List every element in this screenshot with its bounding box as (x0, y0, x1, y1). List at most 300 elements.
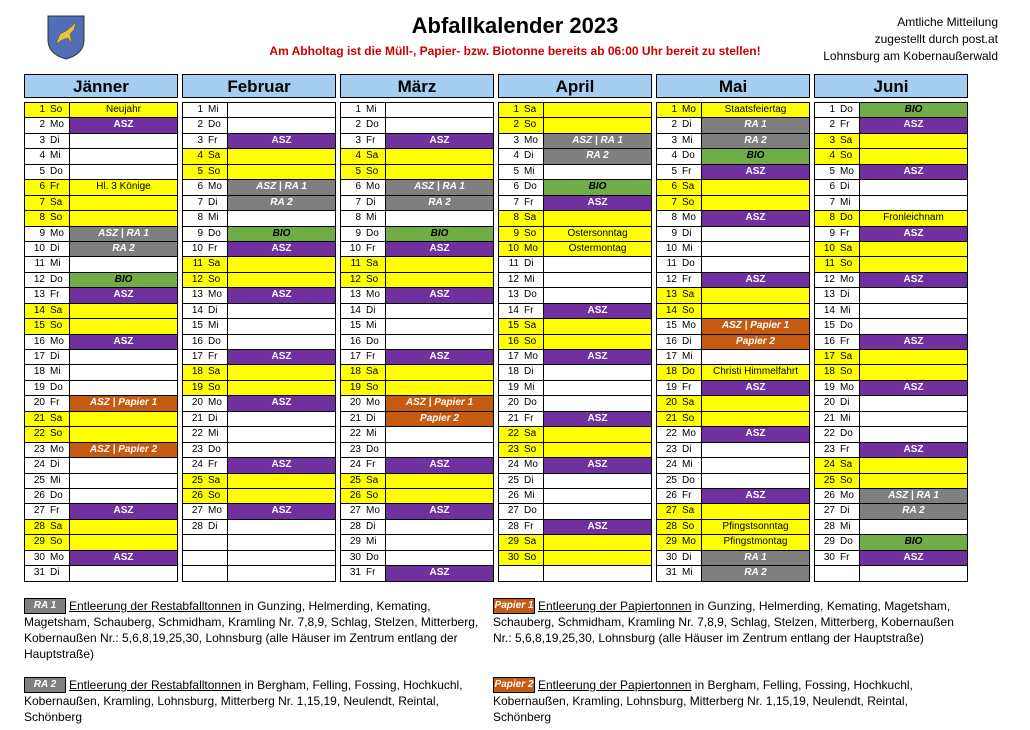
weekday: Di (366, 304, 376, 316)
weekday: So (524, 227, 537, 239)
collection-event (860, 350, 967, 364)
day-row (815, 272, 967, 287)
collection-event: Neujahr (70, 103, 177, 117)
day-number: 4 (39, 150, 45, 162)
weekday: Mo (208, 289, 222, 301)
weekday: Di (840, 397, 850, 409)
day-number: 30 (349, 551, 361, 563)
day-number: 21 (33, 412, 45, 424)
weekday: Mo (366, 289, 380, 301)
weekday: Mi (366, 536, 377, 548)
collection-event (702, 458, 809, 472)
weekday: Do (682, 258, 695, 270)
collection-event (228, 273, 335, 287)
weekday: So (682, 304, 695, 316)
day-number: 8 (355, 212, 361, 224)
day-row (499, 241, 651, 256)
weekday: Di (366, 196, 376, 208)
day-number: 17 (665, 351, 677, 362)
pickup-notice: Am Abholtag ist die Müll-, Papier- bzw. Biotonne bereits ab 06:00 Uhr bereit zu stellen! (269, 44, 761, 58)
day-row (815, 503, 967, 518)
weekday: Mo (524, 459, 538, 471)
weekday: Mi (840, 412, 851, 424)
collection-event (228, 103, 335, 117)
weekday: So (840, 474, 853, 486)
day-row (341, 488, 493, 503)
day-row (25, 503, 177, 518)
collection-event (228, 257, 335, 271)
weekday: Di (682, 443, 692, 455)
weekday: So (50, 428, 63, 440)
day-number: 12 (665, 273, 677, 285)
weekday: Sa (524, 428, 537, 440)
day-number: 2 (829, 119, 835, 131)
day-number: 28 (823, 520, 835, 532)
day-row (183, 534, 335, 549)
day-number: 24 (191, 459, 203, 471)
day-row (815, 256, 967, 271)
day-row (341, 473, 493, 488)
day-number: 9 (39, 227, 45, 239)
collection-event (544, 443, 651, 457)
collection-event (228, 304, 335, 318)
day-row (183, 179, 335, 194)
day-row (341, 102, 493, 117)
collection-event (386, 427, 493, 441)
day-number: 14 (191, 304, 203, 316)
weekday: Fr (366, 351, 376, 362)
day-number: 26 (507, 489, 519, 501)
collection-event: ASZ (544, 520, 651, 534)
weekday: Do (682, 150, 695, 162)
page-title: Abfallkalender 2023 (411, 13, 619, 38)
notice-line: Amtliche Mitteilung (897, 15, 998, 29)
day-number: 20 (823, 397, 835, 409)
weekday: Sa (366, 474, 379, 486)
day-row (657, 102, 809, 117)
day-row (183, 519, 335, 534)
collection-event: ASZ (860, 273, 967, 287)
day-row (499, 534, 651, 549)
weekday: So (524, 443, 537, 455)
weekday: Mo (524, 134, 538, 146)
collection-event: ASZ (860, 551, 967, 565)
weekday: Do (50, 381, 63, 393)
collection-event (544, 504, 651, 518)
weekday: Do (524, 289, 537, 301)
collection-event: ASZ | RA 1 (386, 180, 493, 194)
weekday: Mi (50, 366, 61, 378)
collection-event: Fronleichnam (860, 211, 967, 225)
day-row (341, 503, 493, 518)
day-number: 18 (191, 366, 203, 378)
collection-event (228, 520, 335, 534)
collection-event: ASZ | RA 1 (860, 489, 967, 503)
collection-event: ASZ (702, 165, 809, 179)
day-row (341, 148, 493, 163)
weekday (206, 566, 227, 580)
day-row (499, 334, 651, 349)
collection-event (860, 458, 967, 472)
day-number: 25 (33, 474, 45, 486)
weekday: Do (840, 212, 853, 224)
weekday: Sa (366, 150, 379, 162)
collection-event: ASZ (228, 396, 335, 410)
day-number: 21 (507, 412, 519, 424)
weekday: Sa (524, 536, 537, 548)
collection-event (544, 118, 651, 132)
day-number: 29 (349, 536, 361, 548)
weekday: Mi (682, 134, 693, 146)
day-number: 20 (507, 397, 519, 409)
weekday: Fr (208, 351, 218, 362)
legend-title: Entleerung der Papiertonnen (538, 678, 692, 692)
weekday: Di (50, 242, 60, 254)
day-number: 15 (665, 320, 677, 332)
collection-event (702, 504, 809, 518)
collection-event: Christi Himmelfahrt (702, 365, 809, 379)
day-number: 25 (507, 474, 519, 486)
weekday: Di (50, 134, 60, 146)
day-number: 1 (671, 104, 677, 115)
weekday: So (524, 119, 537, 131)
weekday: Mi (208, 428, 219, 440)
day-number: 6 (671, 181, 677, 193)
day-number: 6 (513, 181, 519, 193)
collection-event (70, 381, 177, 395)
weekday: Fr (524, 196, 534, 208)
weekday: Di (682, 335, 692, 347)
day-number: 5 (671, 165, 677, 177)
weekday: Mi (524, 273, 535, 285)
day-row (25, 102, 177, 117)
collection-event (860, 180, 967, 194)
day-number: 27 (665, 505, 677, 517)
day-number: 22 (33, 428, 45, 440)
day-row (657, 148, 809, 163)
weekday: So (524, 551, 537, 563)
collection-event: ASZ (544, 196, 651, 210)
day-row (25, 395, 177, 410)
collection-event: RA 2 (70, 242, 177, 256)
collection-event (544, 551, 651, 565)
day-row (341, 287, 493, 302)
day-number: 17 (349, 351, 361, 362)
weekday: Sa (682, 181, 695, 193)
collection-event: ASZ (70, 288, 177, 302)
day-row (815, 303, 967, 318)
day-number: 18 (33, 366, 45, 378)
day-number: 10 (33, 242, 45, 254)
day-row (25, 287, 177, 302)
day-row (815, 133, 967, 148)
collection-event: ASZ (860, 443, 967, 457)
collection-event (386, 520, 493, 534)
weekday: Mi (524, 381, 535, 393)
day-row (499, 426, 651, 441)
collection-event (544, 489, 651, 503)
collection-event (70, 134, 177, 148)
day-row (815, 411, 967, 426)
weekday: Mo (50, 119, 64, 131)
collection-event: RA 2 (860, 504, 967, 518)
day-row (499, 380, 651, 395)
day-number: 23 (191, 443, 203, 455)
day-number: 16 (191, 335, 203, 347)
day-row (499, 226, 651, 241)
day-number: 14 (33, 304, 45, 316)
day-row (341, 442, 493, 457)
day-number: 18 (349, 366, 361, 378)
collection-event (228, 211, 335, 225)
collection-event: ASZ (860, 118, 967, 132)
weekday: Mi (366, 104, 377, 115)
collection-event (702, 242, 809, 256)
day-row (25, 364, 177, 379)
weekday: Do (366, 119, 379, 131)
day-row (657, 179, 809, 194)
day-row (25, 226, 177, 241)
weekday: Mi (682, 242, 693, 254)
day-number: 29 (823, 536, 835, 548)
weekday: Di (208, 304, 218, 316)
day-number: 1 (829, 104, 835, 115)
collection-event (702, 443, 809, 457)
weekday: Mo (208, 505, 222, 517)
weekday: Fr (840, 443, 850, 455)
day-row (499, 287, 651, 302)
day-number: 13 (349, 289, 361, 301)
weekday: Mi (366, 320, 377, 332)
weekday: Mo (50, 551, 64, 563)
day-number: 26 (349, 489, 361, 501)
collection-event: RA 2 (702, 134, 809, 148)
day-number: 21 (191, 412, 203, 424)
day-row (657, 534, 809, 549)
weekday: Di (524, 258, 534, 270)
day-row (815, 364, 967, 379)
month-header: April (498, 74, 652, 98)
weekday: So (50, 320, 63, 332)
collection-event (544, 427, 651, 441)
day-row (183, 364, 335, 379)
day-row (499, 318, 651, 333)
day-row (183, 287, 335, 302)
day-row (25, 318, 177, 333)
weekday (522, 566, 543, 580)
day-row (341, 117, 493, 132)
weekday: Mi (524, 165, 535, 177)
day-number: 3 (671, 134, 677, 146)
collection-event (70, 535, 177, 549)
day-number: 6 (355, 181, 361, 193)
day-row (499, 195, 651, 210)
weekday: Fr (840, 227, 850, 239)
collection-event: ASZ (544, 458, 651, 472)
day-number: 29 (665, 536, 677, 548)
day-row (815, 334, 967, 349)
day-number: 22 (507, 428, 519, 440)
weekday: Mo (50, 227, 64, 239)
day-row (183, 550, 335, 565)
collection-event (860, 566, 967, 580)
weekday: Do (366, 227, 379, 239)
day-row (25, 303, 177, 318)
day-number (183, 566, 206, 580)
day-row (25, 349, 177, 364)
weekday: Mi (50, 258, 61, 270)
day-row (499, 148, 651, 163)
weekday: Mi (50, 474, 61, 486)
weekday: Do (840, 104, 853, 115)
day-number: 2 (39, 119, 45, 131)
day-number: 8 (197, 212, 203, 224)
collection-event (860, 365, 967, 379)
day-number: 25 (823, 474, 835, 486)
day-row (657, 349, 809, 364)
weekday: Fr (524, 304, 534, 316)
day-number: 26 (665, 489, 677, 501)
day-number: 8 (39, 212, 45, 224)
collection-event (544, 535, 651, 549)
collection-event (544, 566, 651, 580)
weekday: Fr (682, 381, 692, 393)
collection-event (70, 520, 177, 534)
weekday: Fr (366, 567, 376, 579)
day-number: 11 (508, 258, 519, 270)
day-row (815, 426, 967, 441)
month-column (340, 74, 494, 582)
collection-event: ASZ | Papier 2 (70, 443, 177, 457)
weekday: Mo (524, 242, 538, 254)
weekday: Sa (682, 397, 695, 409)
weekday: Mo (682, 320, 696, 332)
day-row (499, 488, 651, 503)
day-row (25, 164, 177, 179)
day-number: 11 (34, 258, 45, 270)
day-number: 23 (33, 443, 45, 455)
legend-title: Entleerung der Restabfalltonnen (69, 678, 242, 692)
day-number: 27 (507, 505, 519, 517)
day-row (183, 442, 335, 457)
day-number: 24 (507, 459, 519, 471)
weekday: Fr (208, 459, 218, 471)
day-number: 7 (355, 196, 361, 208)
collection-event: ASZ (386, 134, 493, 148)
day-number: 17 (191, 351, 203, 362)
weekday: So (524, 335, 537, 347)
collection-event (228, 118, 335, 132)
day-row (341, 565, 493, 580)
collection-event: ASZ (860, 335, 967, 349)
day-row (341, 534, 493, 549)
weekday: So (50, 104, 63, 115)
collection-event (386, 165, 493, 179)
day-number: 19 (191, 381, 203, 393)
day-row (657, 303, 809, 318)
collection-event: ASZ (228, 288, 335, 302)
day-row (657, 195, 809, 210)
day-number (183, 535, 206, 549)
day-number: 18 (823, 366, 835, 378)
weekday: Mo (682, 536, 696, 548)
day-number: 4 (671, 150, 677, 162)
collection-event (860, 304, 967, 318)
collection-event (386, 118, 493, 132)
day-row (183, 303, 335, 318)
day-row (657, 380, 809, 395)
day-number: 19 (507, 381, 519, 393)
collection-event (860, 242, 967, 256)
day-number: 25 (191, 474, 203, 486)
weekday: Mi (840, 304, 851, 316)
weekday: Mo (840, 273, 854, 285)
day-row (499, 411, 651, 426)
day-number: 13 (665, 289, 677, 301)
day-row (183, 411, 335, 426)
day-number (815, 566, 838, 580)
weekday: Mo (840, 165, 854, 177)
day-row (815, 148, 967, 163)
collection-event (70, 257, 177, 271)
day-row (341, 457, 493, 472)
day-number: 11 (350, 258, 361, 270)
day-row (183, 380, 335, 395)
day-row (341, 349, 493, 364)
day-number: 1 (355, 104, 361, 115)
day-row (25, 442, 177, 457)
day-number: 25 (349, 474, 361, 486)
collection-event (70, 412, 177, 426)
weekday: Fr (840, 119, 850, 131)
day-row (341, 272, 493, 287)
day-row (25, 272, 177, 287)
collection-event: ASZ (860, 381, 967, 395)
legend-title: Entleerung der Restabfalltonnen (69, 599, 242, 613)
day-number: 28 (33, 520, 45, 532)
weekday: Mi (366, 212, 377, 224)
collection-event (702, 396, 809, 410)
collection-event (544, 103, 651, 117)
weekday: Fr (208, 134, 218, 146)
day-row (183, 473, 335, 488)
day-row (815, 117, 967, 132)
day-number: 26 (191, 489, 203, 501)
day-row (183, 226, 335, 241)
day-row (657, 503, 809, 518)
day-row (25, 334, 177, 349)
collection-event: ASZ (702, 211, 809, 225)
weekday: Fr (208, 242, 218, 254)
weekday: Sa (50, 412, 63, 424)
day-number: 20 (349, 397, 361, 409)
day-row (341, 164, 493, 179)
day-row (815, 287, 967, 302)
day-row (341, 318, 493, 333)
day-row (25, 488, 177, 503)
weekday (206, 535, 227, 549)
weekday: So (366, 489, 379, 501)
legend-text: in Bergham, Felling, Fossing, Hochkuchl, Kobernaußen, Kramling, Lohnsburg, Mitterberg Nr. 1,15,19, Neulendt, Reintal, Schönberg (24, 678, 463, 724)
collection-event (70, 165, 177, 179)
weekday: Fr (50, 505, 60, 517)
day-row (657, 226, 809, 241)
collection-event (386, 103, 493, 117)
weekday: Sa (840, 351, 853, 362)
collection-event (860, 288, 967, 302)
collection-event (544, 211, 651, 225)
day-row (815, 488, 967, 503)
